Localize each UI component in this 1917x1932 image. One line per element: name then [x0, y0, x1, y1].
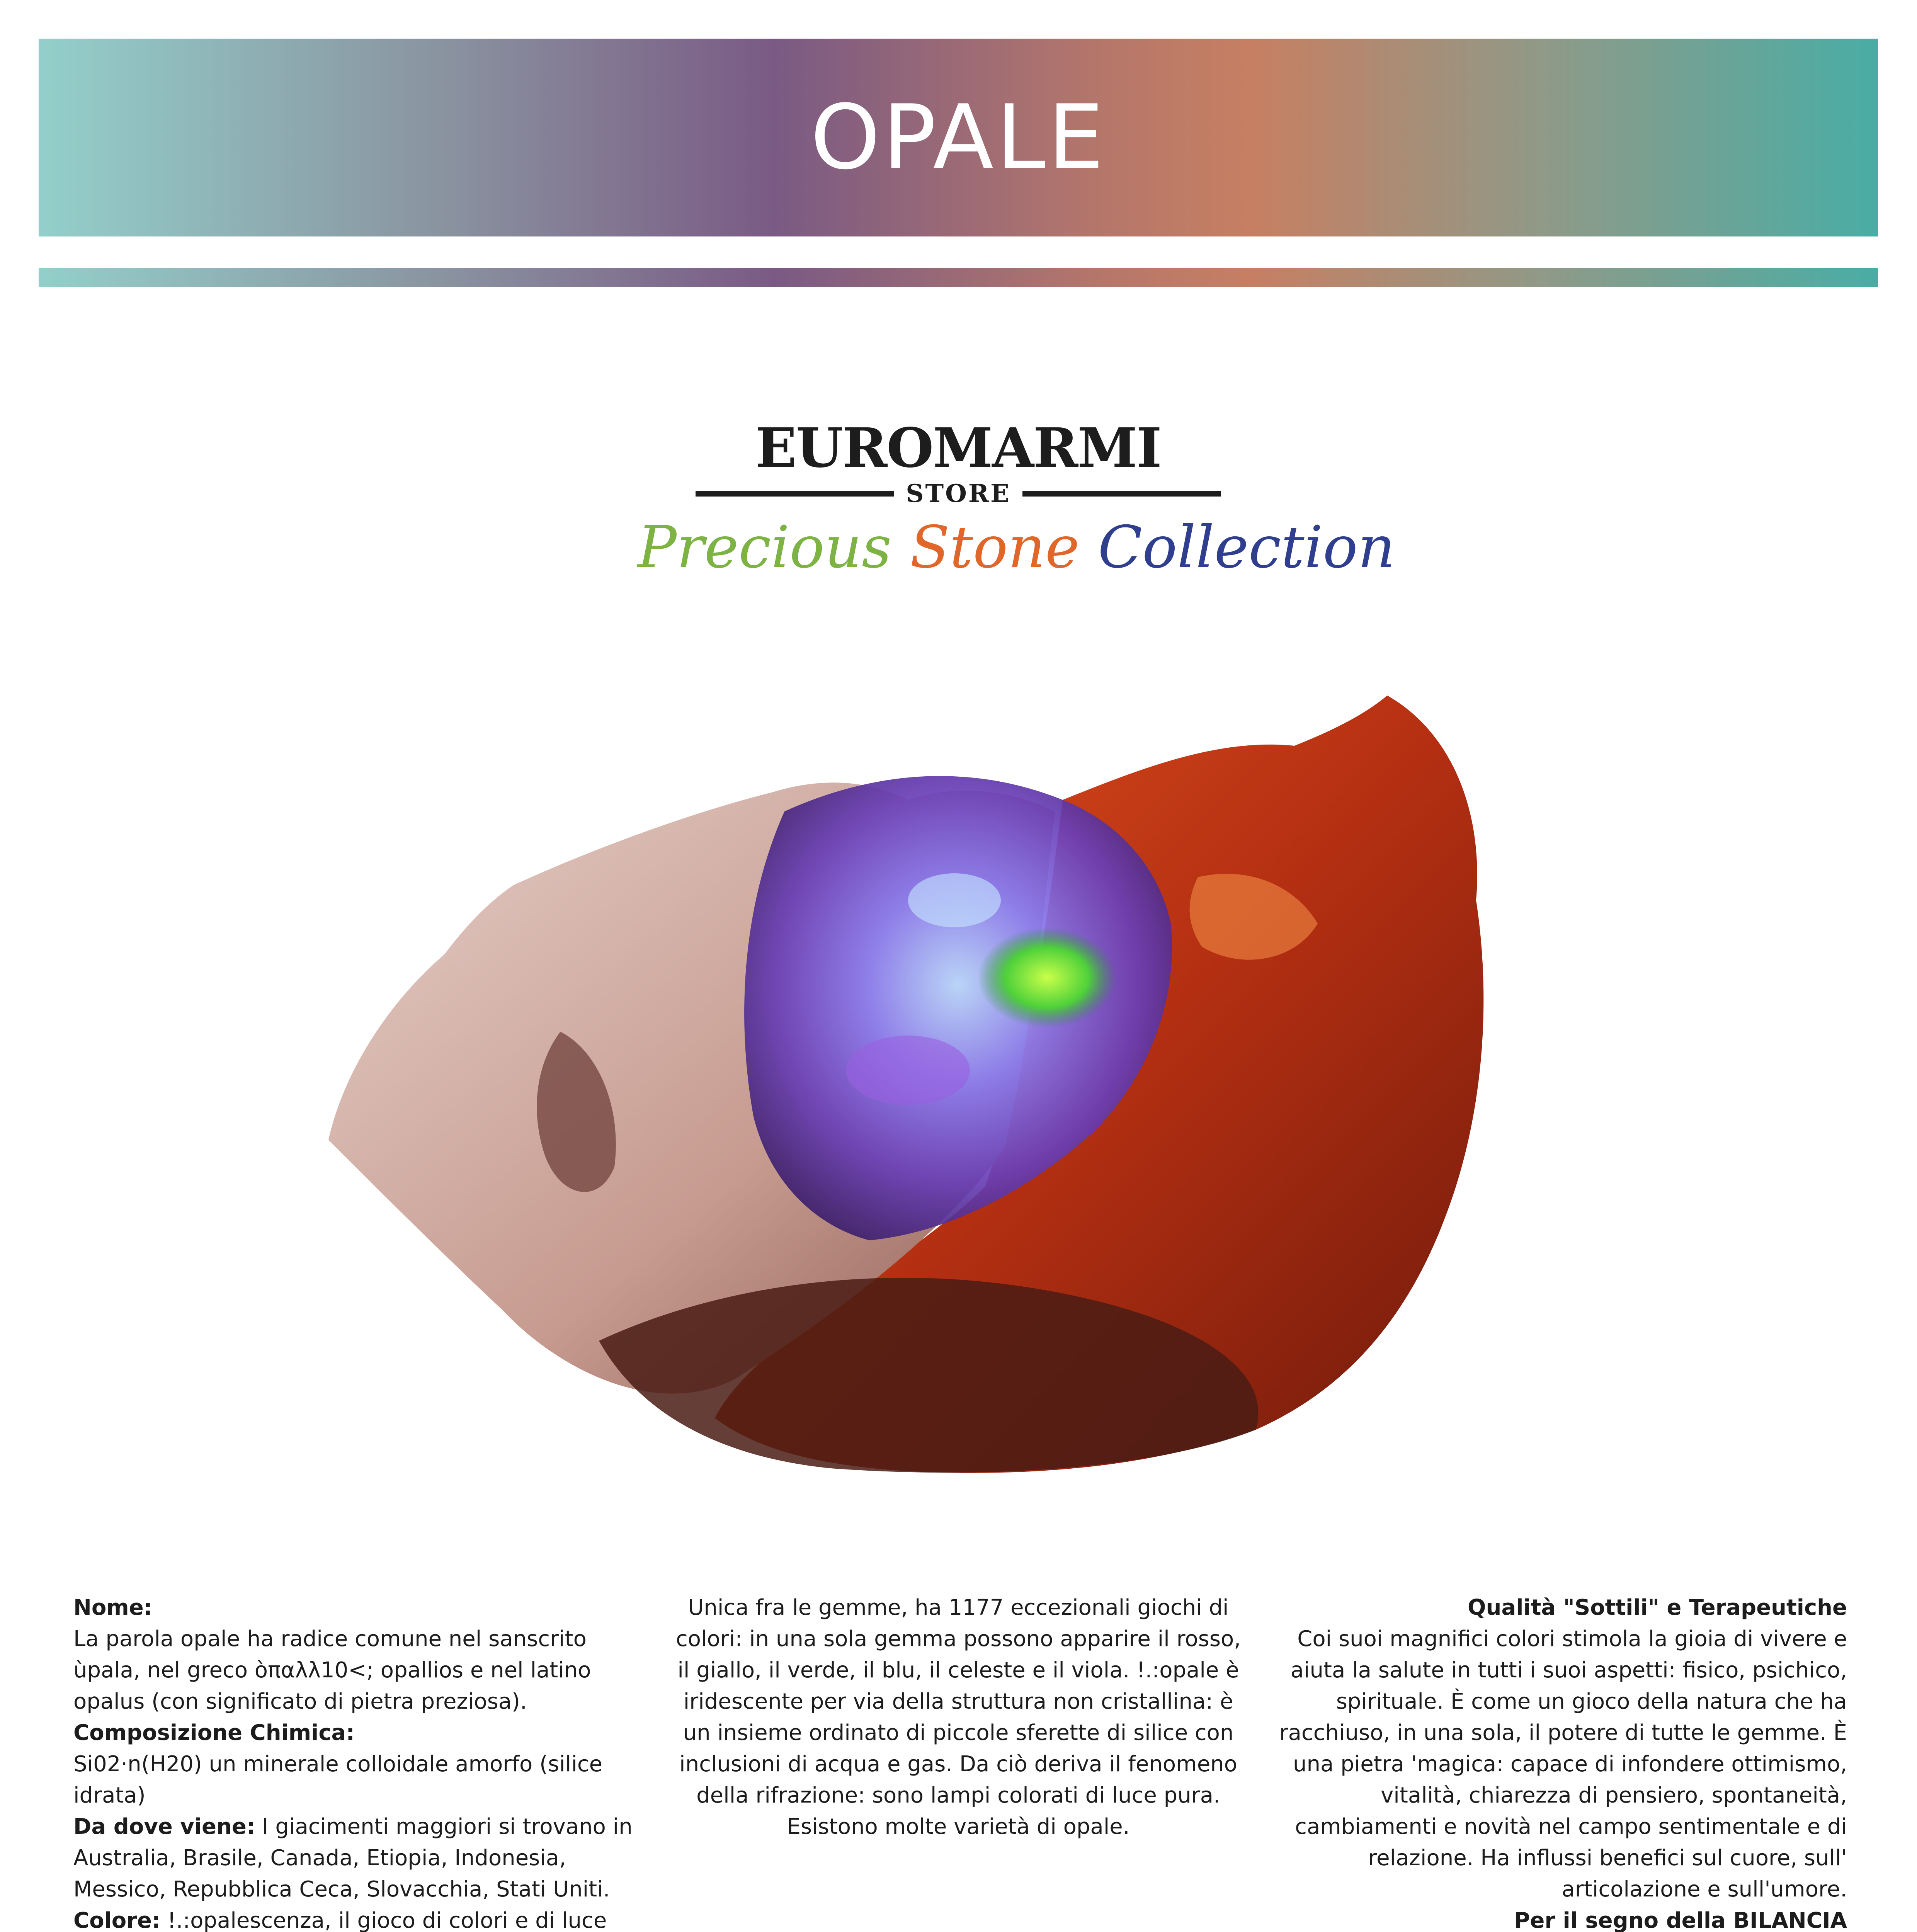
collection-tagline — [638, 514, 1395, 581]
brand-name: EUROMARMI — [755, 417, 1161, 480]
provenienza-label: Da dove viene: — [73, 1814, 255, 1839]
nome-text: La parola opale ha radice comune nel sanscrito ùpala, nel greco òπαλλ10<; opallios e nel latino opalus (con significato di pietra preziosa). — [73, 1626, 591, 1714]
middle-text: Unica fra le gemme, ha 1177 eccezionali giochi di colori: in una sola gemma possono apparire il rosso, il giallo, il verde, il blu, il celeste e il viola. !.:opale è iridescente per via della struttura non cristallina: è un insieme ordinato di piccole sferette di silice con inclusioni di acqua e gas. Da ciò deriva il fenomeno della rifrazione: sono lampi colorati di luce pura. Esistono molte varietà di opale. — [675, 1595, 1241, 1839]
title-banner — [39, 39, 1878, 236]
brand-bar-right — [1022, 491, 1221, 497]
tagline-word-collection: Collection — [1098, 514, 1395, 581]
opal-stone-svg — [328, 684, 1546, 1480]
colore-label: Colore: — [73, 1908, 161, 1932]
right-column — [1267, 1592, 1847, 1932]
provenienza-text: I giacimenti maggiori si trovano in Australia, Brasile, Canada, Etiopia, Indonesia, Messico, Repubblica Ceca, Slovacchia, Stati Uniti. — [73, 1814, 633, 1902]
nome-label: Nome: — [73, 1595, 153, 1620]
tagline-word-stone: Stone — [910, 514, 1080, 581]
middle-column — [672, 1592, 1244, 1842]
composizione-label: Composizione Chimica: — [73, 1720, 355, 1745]
brand-sub-row — [696, 479, 1221, 508]
colore-text: !.:opalescenza, il gioco di colori e di luce — [167, 1908, 607, 1932]
tagline-word-precious: Precious — [638, 514, 892, 581]
opal-stone-image — [328, 684, 1546, 1480]
brand-logo — [696, 417, 1221, 508]
qualita-heading: Qualità "Sottili" e Terapeutiche — [1467, 1595, 1847, 1620]
qualita-text: Coi suoi magnifici colori stimola la gioia di vivere e aiuta la salute in tutti i suoi aspetti: fisico, psichico, spirituale. È come un gioco della natura che ha racchiuso, in una sola, il potere di tutte le gemme. È una pietra 'magica: capace di infondere ottimismo, vitalità, chiarezza di pensiero, spontaneità, cambiamenti e novità nel campo sentimentale e di relazione. Ha influssi benefici sul cuore, sull' articolazione e sull'umore. — [1279, 1626, 1847, 1902]
banner-divider-strip — [39, 268, 1878, 287]
composizione-text: Si02·n(H20) un minerale colloidale amorfo (silice idrata) — [73, 1752, 603, 1808]
left-column — [73, 1592, 653, 1932]
brand-bar-left — [696, 491, 894, 497]
brand-sub: STORE — [906, 479, 1011, 508]
page-title: OPALE — [810, 86, 1106, 189]
segno-heading: Per il segno della BILANCIA — [1514, 1908, 1847, 1932]
